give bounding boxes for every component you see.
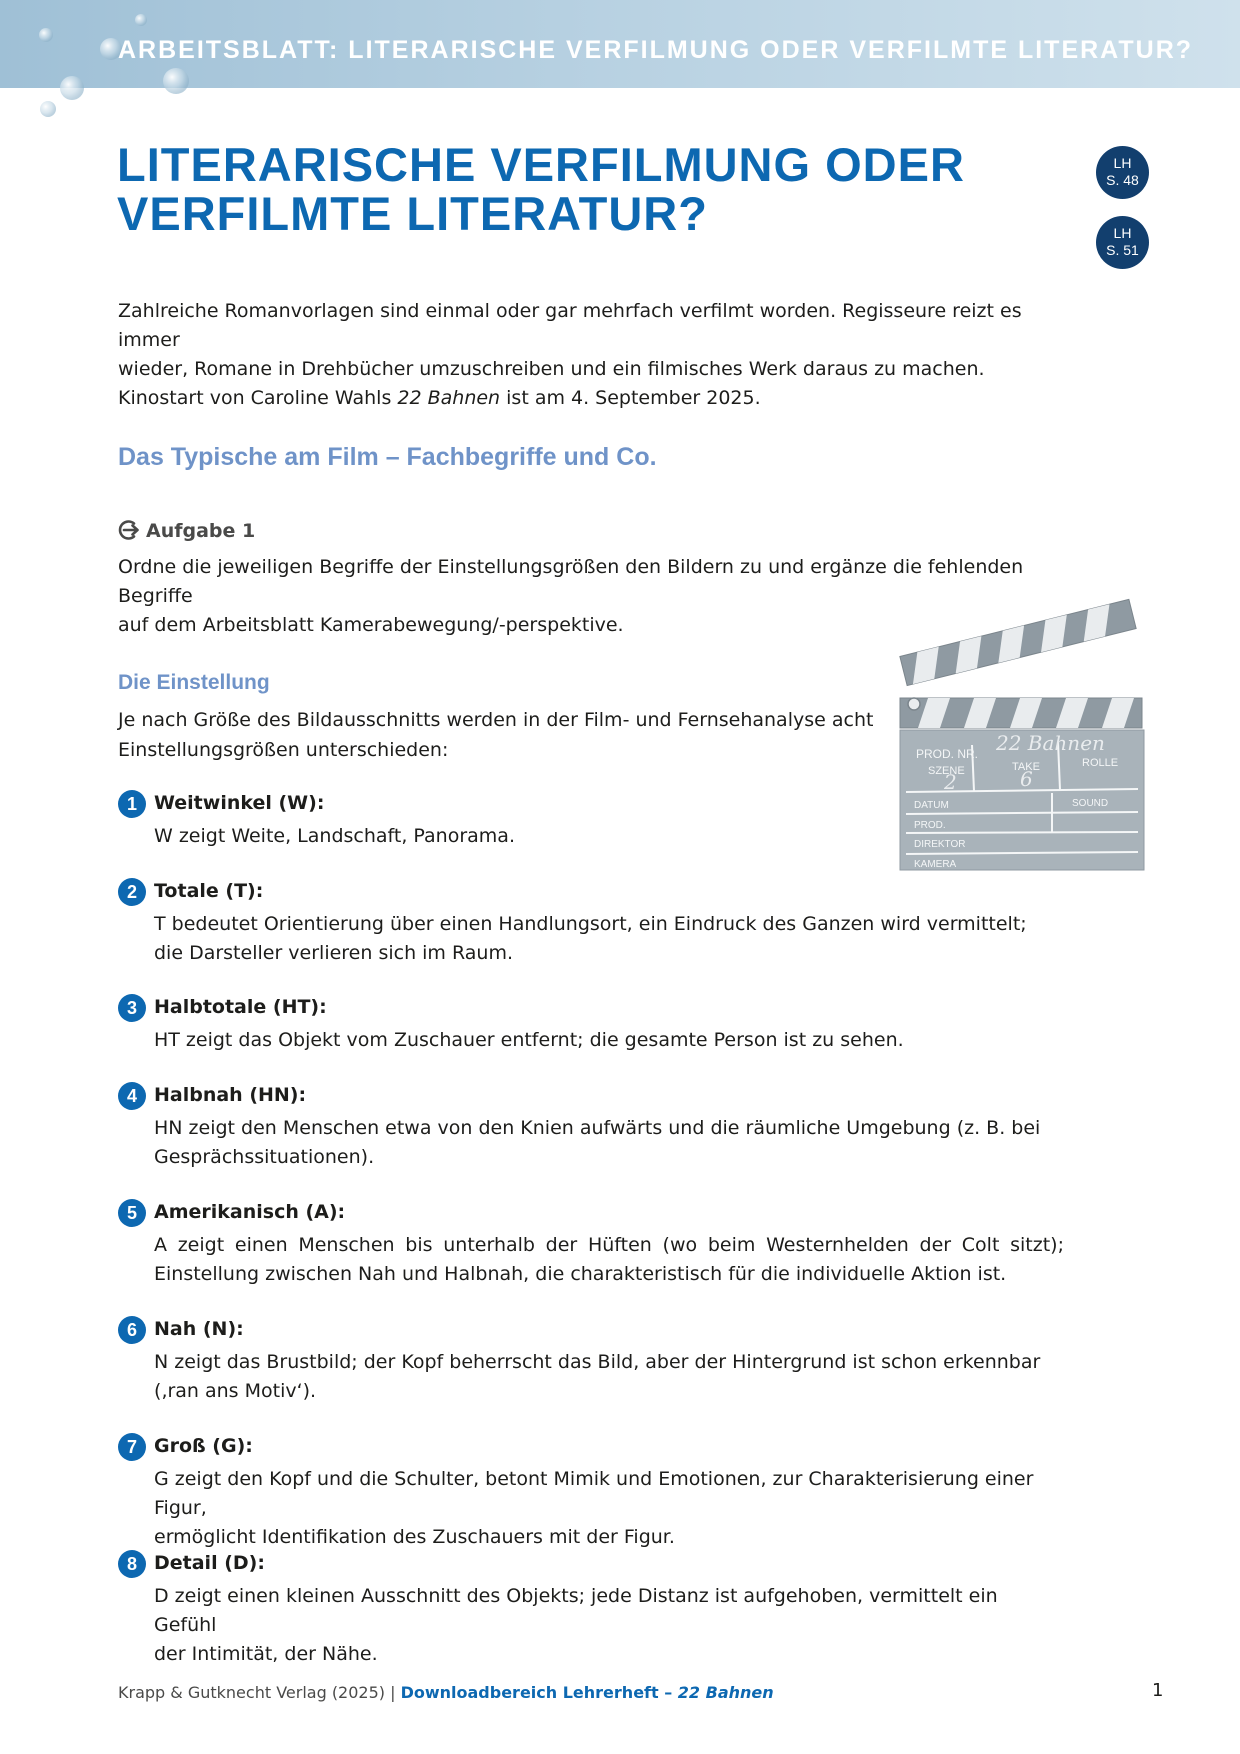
section-title: Das Typische am Film – Fachbegriffe und Co.	[118, 443, 657, 471]
item-description	[154, 822, 1064, 851]
subsection-intro	[118, 705, 878, 765]
item-number-badge: 5	[118, 1199, 146, 1227]
item-number-badge: 6	[118, 1316, 146, 1344]
footer-download-label: Downloadbereich Lehrerheft –	[400, 1683, 678, 1702]
item-description	[154, 1231, 1064, 1289]
clapper-sound: SOUND	[1072, 798, 1109, 809]
clapper-rolle: ROLLE	[1082, 757, 1119, 769]
item-description-line: T bedeutet Orientierung über einen Handlungsort, ein Eindruck des Ganzen wird vermittelt;	[154, 913, 1027, 935]
clapper-prod-nr: PROD. NR.	[916, 747, 979, 761]
badge-line-2: S. 51	[1106, 242, 1139, 258]
clapper-take-value: 6	[1020, 767, 1033, 791]
footer-publisher: Krapp & Gutknecht Verlag (2025) |	[118, 1683, 401, 1702]
subsection-intro-line-2: Einstellungsgrößen unterschieden:	[118, 739, 449, 761]
item-description-line: N zeigt das Brustbild; der Kopf beherrscht das Bild, aber der Hintergrund ist schon erkennbar	[154, 1351, 1041, 1373]
item-number-badge: 8	[118, 1550, 146, 1578]
item-description-line: Gesprächssituationen).	[154, 1146, 375, 1168]
item-description	[154, 1465, 1064, 1552]
badge-line-1: LH	[1113, 225, 1132, 241]
item-description-line: W zeigt Weite, Landschaft, Panorama.	[154, 825, 515, 847]
item-number-badge: 4	[118, 1082, 146, 1110]
page-title-line-2: VERFILMTE LITERATUR?	[117, 187, 708, 240]
item-description-line: der Intimität, der Nähe.	[154, 1643, 378, 1665]
item-number-badge: 2	[118, 878, 146, 906]
item-description-line: HN zeigt den Menschen etwa von den Knien aufwärts und die räumliche Umgebung (z. B. bei	[154, 1117, 1041, 1139]
lh-page-badge-48	[1096, 146, 1149, 199]
task-label	[118, 519, 255, 542]
item-description	[154, 1026, 1064, 1055]
intro-line-1: Zahlreiche Romanvorlagen sind einmal oder gar mehrfach verfilmt worden. Regisseure reizt es immer	[118, 300, 1022, 351]
intro-line-3-end: ist am 4. September 2025.	[500, 387, 761, 409]
lh-page-badge-51	[1096, 216, 1149, 269]
clapper-szene: SZENE	[928, 765, 965, 777]
intro-line-2: wieder, Romane in Drehbücher umzuschreiben und ein filmisches Werk daraus zu machen.	[118, 358, 985, 380]
item-description-line: D zeigt einen kleinen Ausschnitt des Objekts; jede Distanz ist aufgehoben, vermittelt ein Gefühl	[154, 1585, 998, 1636]
item-term: Halbnah (HN):	[154, 1084, 307, 1106]
water-bubbles-decoration	[0, 0, 220, 130]
item-term: Halbtotale (HT):	[154, 996, 327, 1018]
arrow-right-circle-icon	[118, 519, 140, 541]
item-description-line: die Darsteller verlieren sich im Raum.	[154, 942, 513, 964]
subsection-title: Die Einstellung	[118, 671, 270, 694]
item-description	[154, 1348, 1064, 1406]
clapper-szene-value: 2	[944, 770, 957, 794]
item-number-badge: 3	[118, 994, 146, 1022]
item-description-line: Einstellung zwischen Nah und Halbnah, die charakteristisch für die individuelle Aktion ist.	[154, 1263, 1007, 1285]
book-title: 22 Bahnen	[397, 387, 501, 409]
header-band-title: ARBEITSBLATT: LITERARISCHE VERFILMUNG ODER VERFILMTE LITERATUR?	[118, 36, 1194, 64]
page-number: 1	[1152, 1680, 1164, 1701]
clapper-kamera: KAMERA	[914, 859, 957, 870]
item-description-line: A zeigt einen Menschen bis unterhalb der Hüften (wo beim Westernhelden der Colt sitzt);	[154, 1234, 1064, 1256]
task-line-2: auf dem Arbeitsblatt Kamerabewegung/-perspektive.	[118, 614, 624, 636]
clapper-direktor: DIREKTOR	[914, 839, 966, 850]
footer-download-area	[401, 1683, 774, 1702]
clapper-take: TAKE	[1012, 761, 1040, 773]
item-description	[154, 910, 1064, 968]
item-description-line: (‚ran ans Motiv‘).	[154, 1380, 317, 1402]
item-term: Weitwinkel (W):	[154, 792, 325, 814]
item-description	[154, 1582, 1064, 1669]
item-term: Groß (G):	[154, 1435, 253, 1457]
clapper-prod: PROD.	[914, 820, 946, 831]
footer-credits	[118, 1683, 774, 1702]
item-term: Detail (D):	[154, 1552, 265, 1574]
item-number-badge: 7	[118, 1433, 146, 1461]
task-line-1: Ordne die jeweiligen Begriffe der Einstellungsgrößen den Bildern zu und ergänze die fehlenden Begriffe	[118, 556, 1024, 607]
clapper-handwritten-title: 22 Bahnen	[996, 731, 1105, 755]
clapper-datum: DATUM	[914, 800, 949, 811]
page-title-line-1: LITERARISCHE VERFILMUNG ODER	[117, 138, 965, 191]
item-description	[154, 1114, 1064, 1172]
intro-paragraph	[118, 297, 1078, 413]
item-description-line: ermöglicht Identifikation des Zuschauers mit der Figur.	[154, 1526, 675, 1548]
footer-book-title: 22 Bahnen	[677, 1683, 774, 1702]
badge-line-1: LH	[1113, 155, 1132, 171]
badge-line-2: S. 48	[1106, 172, 1139, 188]
intro-line-3	[118, 384, 1078, 413]
task-label-text: Aufgabe 1	[146, 520, 256, 542]
page-title	[117, 140, 967, 238]
subsection-intro-line-1: Je nach Größe des Bildausschnitts werden in der Film- und Fernsehanalyse acht	[118, 709, 874, 731]
item-description-line: HT zeigt das Objekt vom Zuschauer entfernt; die gesamte Person ist zu sehen.	[154, 1029, 904, 1051]
intro-line-3-start: Kinostart von Caroline Wahls	[118, 387, 398, 409]
item-number-badge: 1	[118, 790, 146, 818]
item-description-line: G zeigt den Kopf und die Schulter, betont Mimik und Emotionen, zur Charakterisierung einer Figur,	[154, 1468, 1034, 1519]
item-term: Nah (N):	[154, 1318, 244, 1340]
item-term: Totale (T):	[154, 880, 264, 902]
item-term: Amerikanisch (A):	[154, 1201, 346, 1223]
